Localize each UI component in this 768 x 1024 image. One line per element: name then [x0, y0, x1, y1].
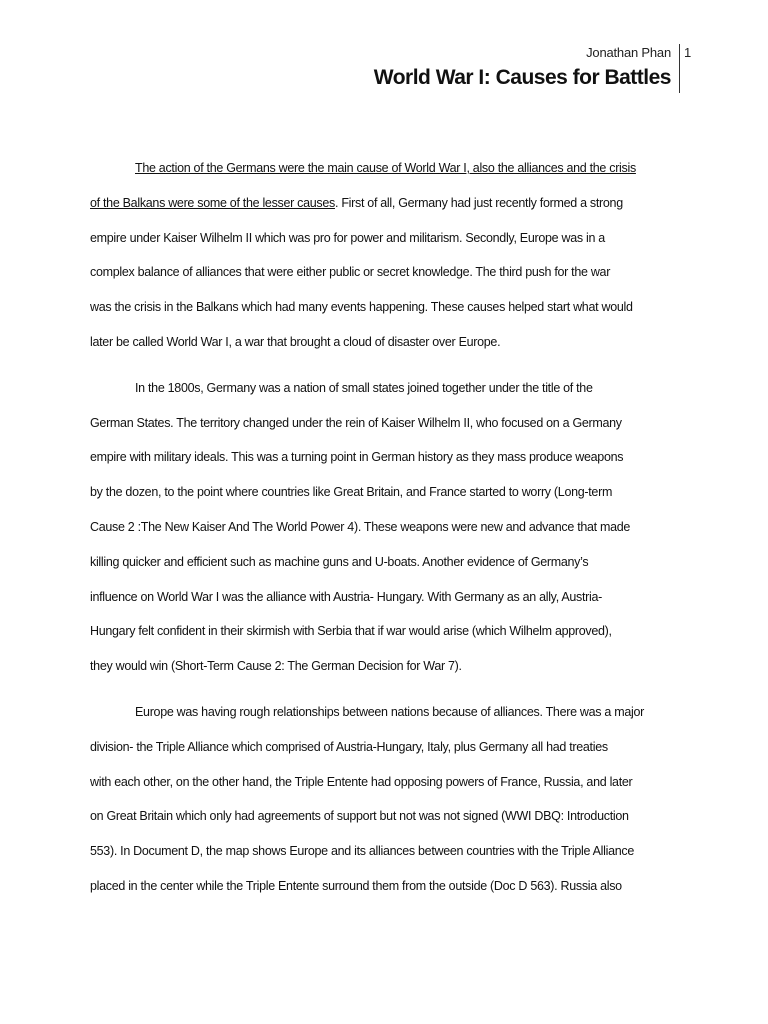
text-line — [90, 290, 682, 325]
text-line — [90, 510, 682, 545]
text-run: was the crisis in the Balkans which had many events happening. These causes helped start what would — [90, 300, 633, 315]
text-line — [90, 440, 682, 475]
paragraph-gap — [90, 360, 682, 371]
paragraph-gap — [90, 684, 682, 695]
text-run: Cause 2 :The New Kaiser And The World Power 4). These weapons were new and advance that made — [90, 519, 631, 534]
text-line — [90, 580, 682, 615]
paragraph-2 — [90, 371, 682, 684]
text-run: by the dozen, to the point where countries like Great Britain, and France started to worry (Long-term — [90, 485, 613, 500]
text-line — [90, 834, 682, 869]
text-line — [90, 151, 682, 186]
text-run: influence on World War I was the alliance with Austria- Hungary. With Germany as an ally, Austria- — [90, 589, 603, 604]
text-line — [90, 221, 682, 256]
text-line — [90, 730, 682, 765]
text-line — [90, 325, 682, 360]
text-run: complex balance of alliances that were either public or secret knowledge. The third push for the war — [90, 265, 611, 280]
header-divider — [679, 44, 680, 93]
text-run: later be called World War I, a war that brought a cloud of disaster over Europe. — [90, 334, 501, 349]
paragraph-3 — [90, 695, 682, 904]
page-header — [374, 44, 671, 92]
text-run: Hungary felt confident in their skirmish with Serbia that if war would arise (which Wilhelm approved), — [90, 624, 612, 639]
text-run: empire with military ideals. This was a turning point in German history as they mass produce weapons — [90, 450, 624, 465]
text-line — [90, 475, 682, 510]
text-line — [90, 371, 682, 406]
text-run: . First of all, Germany had just recently formed a strong — [334, 195, 623, 210]
text-run: killing quicker and efficient such as machine guns and U-boats. Another evidence of Germany’s — [90, 554, 589, 569]
text-run: on Great Britain which only had agreements of support but not was not signed (WWI DBQ: Introduction — [90, 809, 629, 824]
text-run: placed in the center while the Triple Entente surround them from the outside (Doc D 563). Russia also — [90, 878, 622, 893]
text-line — [90, 406, 682, 441]
text-line — [90, 649, 682, 684]
paragraph-1 — [90, 151, 682, 360]
text-run: German States. The territory changed under the rein of Kaiser Wilhelm II, who focused on a Germany — [90, 415, 622, 430]
text-run: In the 1800s, Germany was a nation of small states joined together under the title of the — [135, 380, 593, 395]
text-run: empire under Kaiser Wilhelm II which was pro for power and militarism. Secondly, Europe was in a — [90, 230, 605, 245]
underlined-text: of the Balkans were some of the lesser causes — [90, 195, 335, 210]
underlined-text: The action of the Germans were the main cause of World War I, also the alliances and the crisis — [135, 161, 636, 175]
text-run: 553). In Document D, the map shows Europe and its alliances between countries with the Triple Alliance — [90, 844, 635, 859]
text-line — [90, 869, 682, 904]
page-number: 1 — [684, 45, 692, 60]
text-line — [90, 765, 682, 800]
text-run: they would win (Short-Term Cause 2: The German Decision for War 7). — [90, 659, 462, 674]
document-body — [90, 151, 682, 904]
text-line — [90, 545, 682, 580]
text-run: Europe was having rough relationships between nations because of alliances. There was a major — [135, 704, 644, 719]
text-run: division- the Triple Alliance which comprised of Austria-Hungary, Italy, plus Germany all had treaties — [90, 739, 608, 754]
text-run: with each other, on the other hand, the Triple Entente had opposing powers of France, Russia, and later — [90, 774, 633, 789]
text-line — [90, 255, 682, 290]
document-title: World War I: Causes for Battles — [373, 66, 671, 89]
author-name: Jonathan Phan — [586, 45, 671, 60]
text-line — [90, 186, 682, 221]
text-line — [90, 614, 682, 649]
text-line — [90, 695, 682, 730]
text-line — [90, 799, 682, 834]
